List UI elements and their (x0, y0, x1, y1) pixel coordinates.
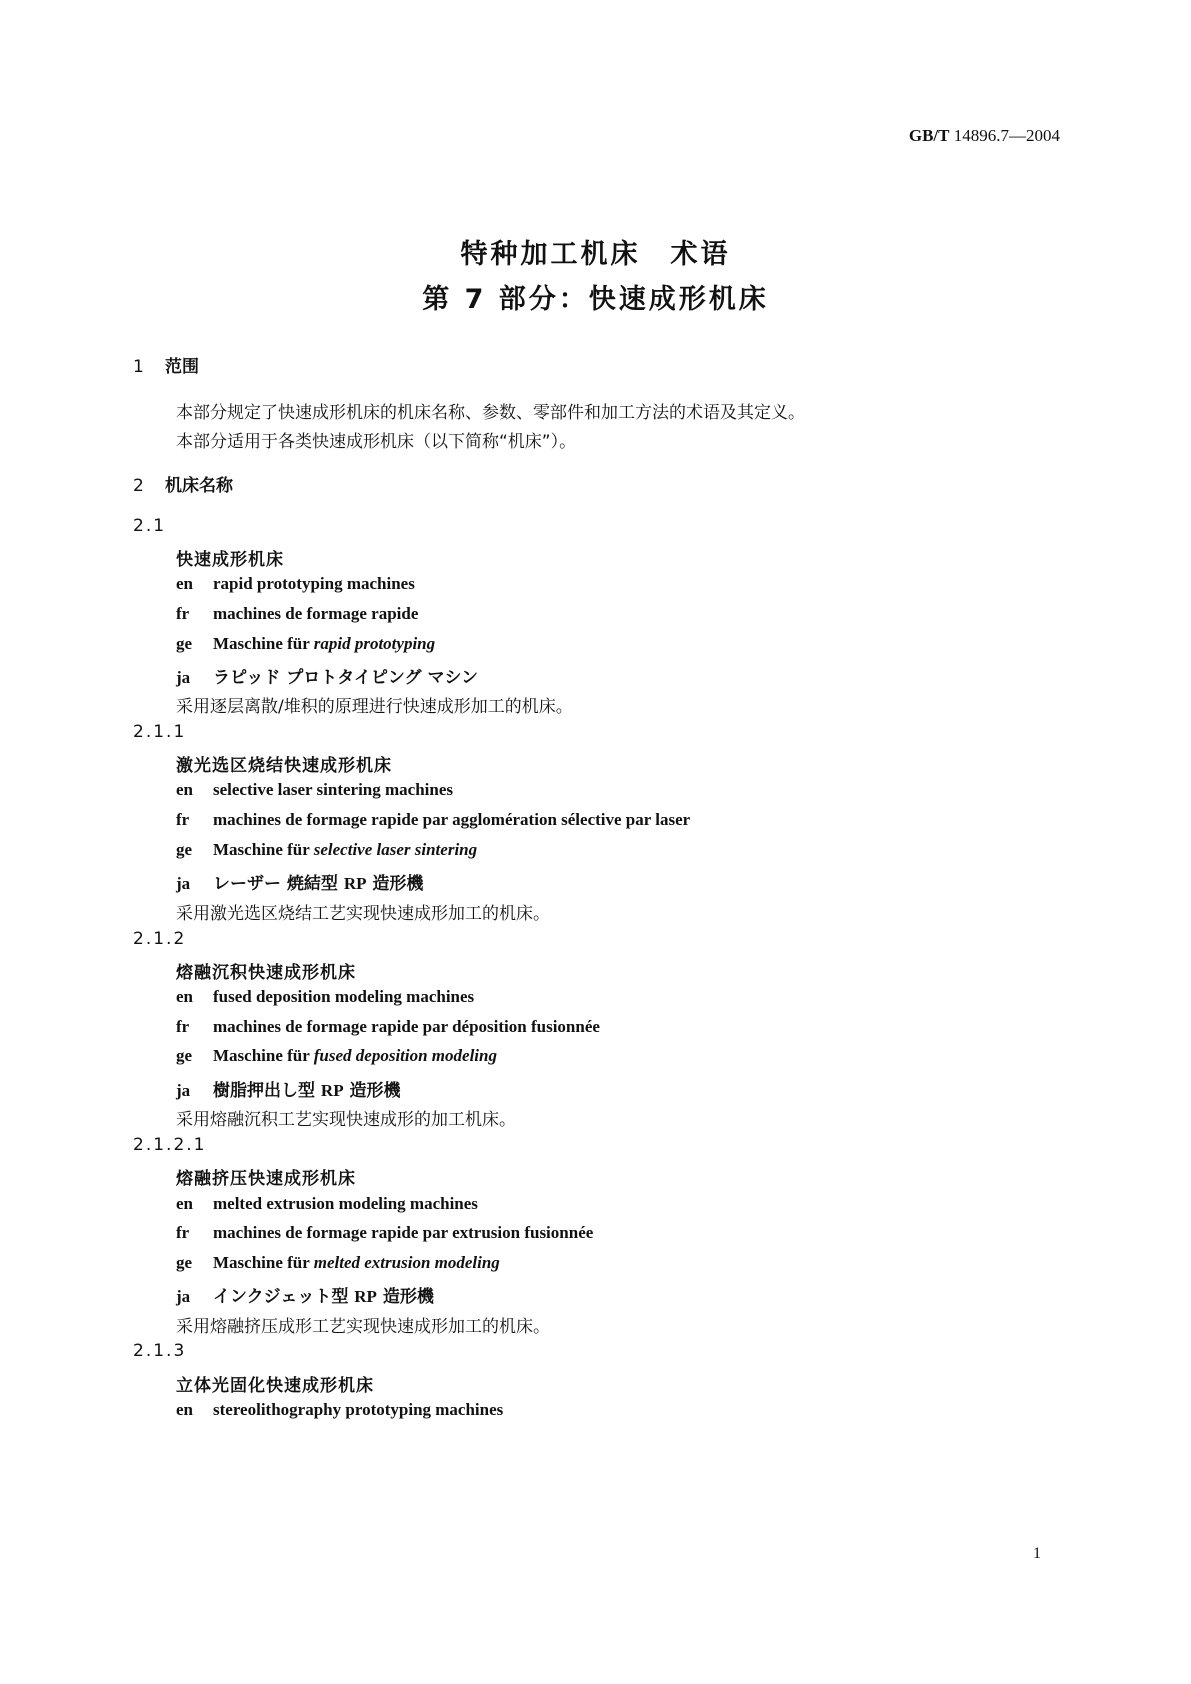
section-heading-scope: 1 范围 (133, 357, 199, 377)
term-definition: 采用熔融挤压成形工艺实现快速成形加工的机床。 (176, 1317, 550, 1337)
term-fr: fr machines de formage rapide (176, 604, 419, 623)
scope-paragraph-1: 本部分规定了快速成形机床的机床名称、参数、零部件和加工方法的术语及其定义。 (176, 403, 805, 423)
term-zh: 立体光固化快速成形机床 (176, 1376, 374, 1396)
page-number: 1 (1033, 1545, 1041, 1562)
term-en: en selective laser sintering machines (176, 780, 454, 799)
doc-title-line1: 特种加工机床 术语 (460, 239, 731, 270)
term-fr: fr machines de formage rapide par agglomération sélective par laser (176, 810, 691, 829)
term-ge: ge Maschine für selective laser sintering (176, 840, 478, 859)
scope-paragraph-2: 本部分适用于各类快速成形机床（以下简称“机床”）。 (176, 432, 577, 452)
term-zh: 熔融沉积快速成形机床 (176, 963, 356, 983)
term-fr: fr machines de formage rapide par déposition fusionnée (176, 1017, 600, 1036)
term-ja: ja ラピッド プロトタイピング マシン (176, 668, 479, 688)
term-zh: 熔融挤压快速成形机床 (176, 1169, 356, 1189)
term-definition: 采用熔融沉积工艺实现快速成形的加工机床。 (176, 1110, 516, 1130)
term-fr: fr machines de formage rapide par extrusion fusionnée (176, 1223, 594, 1242)
term-en: en rapid prototyping machines (176, 574, 415, 593)
section-heading-machine-names: 2 机床名称 (133, 476, 233, 496)
term-definition: 采用逐层离散/堆积的原理进行快速成形加工的机床。 (176, 697, 573, 717)
term-en: en stereolithography prototyping machines (176, 1400, 504, 1419)
standard-code: GB/T 14896.7—2004 (908, 126, 1060, 145)
clause-number: 2.1.3 (133, 1341, 187, 1361)
clause-number: 2.1.2 (133, 929, 187, 949)
term-en: en fused deposition modeling machines (176, 987, 475, 1006)
term-definition: 采用激光选区烧结工艺实现快速成形加工的机床。 (176, 904, 550, 924)
term-ge: ge Maschine für fused deposition modeling (176, 1046, 497, 1065)
term-ja: ja 樹脂押出し型 RP 造形機 (176, 1081, 401, 1101)
term-ja: ja レーザー 焼結型 RP 造形機 (176, 874, 424, 894)
term-ge: ge Maschine für melted extrusion modeling (176, 1253, 500, 1272)
doc-title-line2: 第 7 部分：快速成形机床 (422, 284, 769, 315)
clause-number: 2.1 (133, 516, 167, 536)
term-zh: 激光选区烧结快速成形机床 (176, 756, 392, 776)
term-ja: ja インクジェット型 RP 造形機 (176, 1287, 434, 1307)
term-en: en melted extrusion modeling machines (176, 1194, 478, 1213)
clause-number: 2.1.1 (133, 722, 187, 742)
term-ge: ge Maschine für rapid prototyping (176, 634, 436, 653)
clause-number: 2.1.2.1 (133, 1135, 207, 1155)
term-zh: 快速成形机床 (176, 550, 284, 570)
